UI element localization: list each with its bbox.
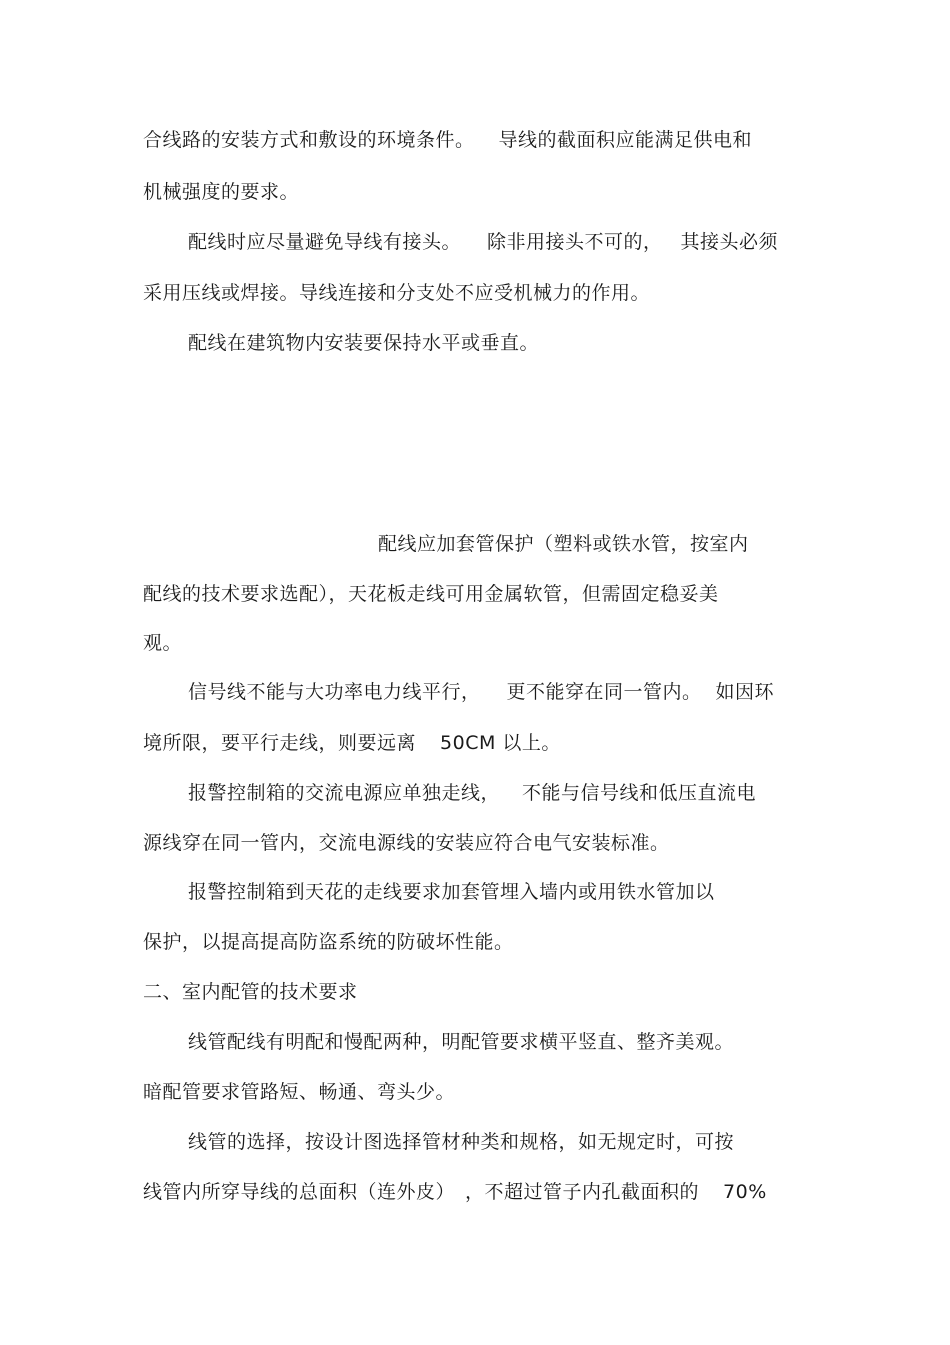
text-line-18	[188, 1130, 734, 1154]
text-segment: 配线的技术要求选配）	[143, 583, 329, 605]
text-segment: 线管内所穿导线的总面积（连外皮）	[143, 1181, 456, 1203]
text-line-17	[143, 1080, 455, 1104]
text-segment: 配线时应尽量避免导线有接头。	[188, 231, 462, 253]
text-segment: 不能与信号线和低压直流电	[522, 782, 757, 804]
text-line-9	[188, 680, 774, 704]
text-segment: 暗配管要求管路短、畅通、弯头少。	[143, 1081, 456, 1103]
text-segment: 报警控制箱的交流电源应单独走线，	[188, 782, 501, 804]
text-segment: 机械强度的要求。	[143, 181, 300, 203]
text-segment: 线管的选择，按设计图选择管材种类和规格，如无规定时，可按	[188, 1131, 735, 1153]
text-line-4	[143, 281, 650, 305]
text-segment: 境所限，要平行走线，则要远离	[143, 732, 417, 754]
text-line-8	[143, 631, 182, 655]
text-line-19	[143, 1180, 767, 1204]
text-segment: 其接头必须	[680, 231, 779, 253]
text-line-10	[143, 731, 561, 755]
text-line-14	[143, 930, 514, 954]
section-heading	[143, 980, 358, 1004]
text-segment: 源线穿在同一管内，交流电源线的安装应符合电气安装标准。	[143, 832, 670, 854]
text-segment: 采用压线或焊接。导线连接和分支处不应受机械力的作用。	[143, 282, 651, 304]
text-line-16	[188, 1030, 734, 1054]
text-segment: 50CM 以上。	[440, 732, 561, 754]
text-segment: 70%	[723, 1181, 767, 1203]
text-segment: 保护，以提高提高防盗系统的防破坏性能。	[143, 931, 514, 953]
text-line-12	[143, 831, 670, 855]
text-segment: 线管配线有明配和慢配两种，明配管要求横平竖直、整齐美观。	[188, 1031, 735, 1053]
text-line-3	[188, 230, 778, 254]
text-segment: 信号线不能与大功率电力线平行，	[188, 681, 481, 703]
text-segment: ，不超过管子内孔截面积的	[465, 1181, 700, 1203]
text-line-13	[188, 880, 715, 904]
text-line-1	[143, 128, 752, 152]
text-line-11	[188, 781, 756, 805]
text-segment: 如因环	[715, 681, 775, 703]
text-segment: 更不能穿在同一管内。	[506, 681, 702, 703]
text-line-5	[188, 331, 539, 355]
text-segment: 观。	[143, 632, 183, 654]
text-segment: ，天花板走线可用金属软管，但需固定稳妥美	[328, 583, 719, 605]
text-line-2	[143, 180, 299, 204]
text-segment: 配线在建筑物内安装要保持水平或垂直。	[188, 332, 540, 354]
text-segment: 导线的截面积应能满足供电和	[498, 129, 753, 151]
text-segment: 配线应加套管保护（塑料或铁水管，按室内	[378, 533, 749, 555]
text-line-6	[378, 532, 749, 556]
text-segment: 除非用接头不可的，	[487, 231, 663, 253]
text-segment: 报警控制箱到天花的走线要求加套管埋入墙内或用铁水管加以	[188, 881, 715, 903]
text-segment: 合线路的安装方式和敷设的环境条件。	[143, 129, 475, 151]
text-line-7	[143, 582, 719, 606]
heading-text: 二、室内配管的技术要求	[143, 981, 358, 1003]
